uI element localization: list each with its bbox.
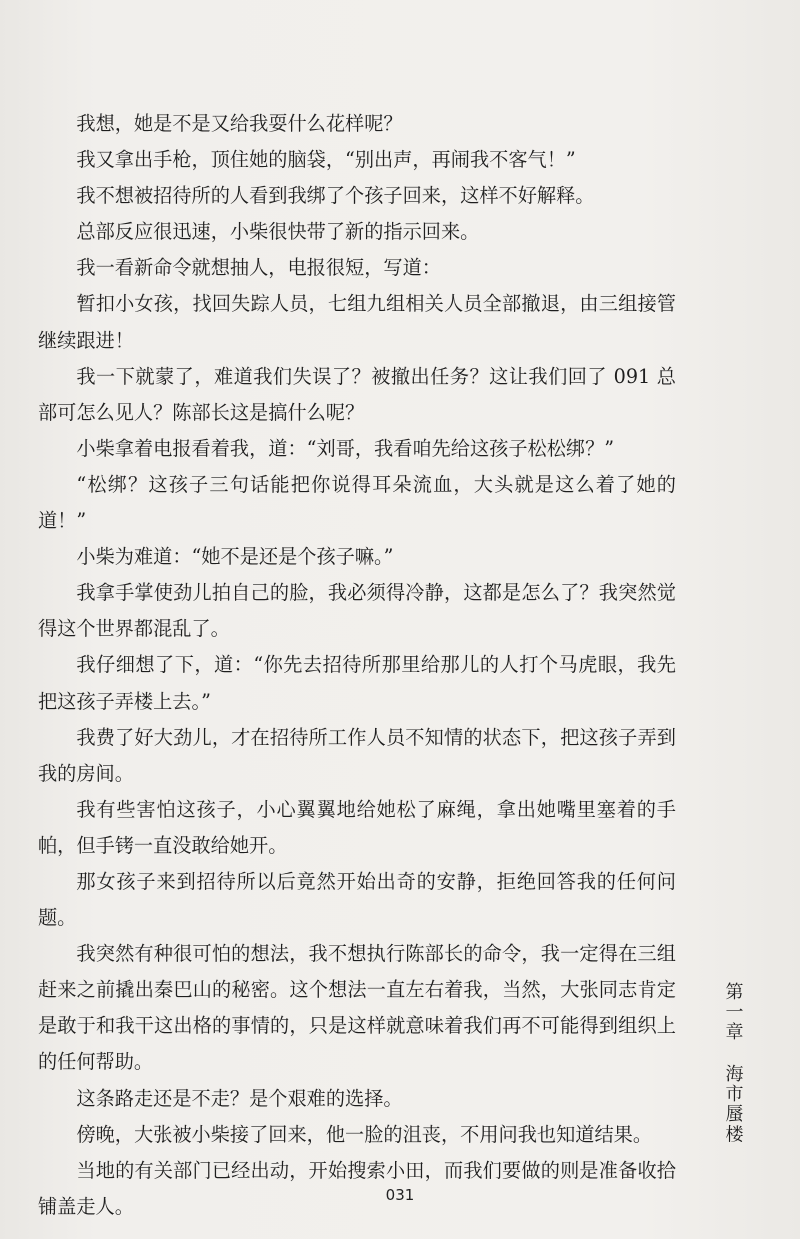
paragraph: 暂扣小女孩，找回失踪人员，七组九组相关人员全部撤退，由三组接管继续跟进！: [38, 292, 676, 352]
paragraph: 这条路走还是不走？是个艰难的选择。: [76, 1086, 403, 1110]
paragraph: 我拿手掌使劲儿拍自己的脸，我必须得冷静，这都是怎么了？我突然觉得这个世界都混乱了。: [38, 581, 676, 641]
paragraph: 我又拿出手枪，顶住她的脑袋，“别出声，再闹我不客气！”: [76, 148, 576, 172]
paragraph: 总部反应很迅速，小柴很快带了新的指示回来。: [76, 220, 480, 244]
body-text: [38, 106, 676, 1225]
chapter-number: 第一章: [722, 982, 744, 1043]
paragraph: 小柴拿着电报看着我，道：“刘哥，我看咱先给这孩子松松绑？”: [76, 436, 615, 460]
paragraph: “松绑？这孩子三句话能把你说得耳朵流血，大头就是这么着了她的道！”: [38, 472, 676, 533]
paragraph: 我仔细想了下，道：“你先去招待所那里给那儿的人打个马虎眼，我先把这孩子弄楼上去。”: [38, 653, 676, 713]
chapter-side-label: [720, 982, 744, 1152]
paragraph: 我突然有种很可怕的想法，我不想执行陈部长的命令，我一定得在三组赶来之前撬出秦巴山的秘密。这个想法一直左右着我，当然，大张同志肯定是敢于和我干这出格的事情的，只是这样就意味着我们再不可能得到组织上的任何帮助。: [38, 942, 676, 1074]
chapter-title: 海市蜃楼: [722, 1063, 744, 1145]
paragraph: 我一看新命令就想抽人，电报很短，写道：: [76, 256, 441, 280]
paragraph: 傍晚，大张被小柴接了回来，他一脸的沮丧，不用问我也知道结果。: [76, 1122, 653, 1146]
paragraph: 我想，她是不是又给我耍什么花样呢？: [76, 112, 403, 135]
paragraph: 当地的有关部门已经出动，开始搜索小田，而我们要做的则是准备收拾铺盖走人。: [38, 1158, 676, 1218]
paragraph: 那女孩子来到招待所以后竟然开始出奇的安静，拒绝回答我的任何问题。: [38, 869, 676, 930]
paragraph: 我不想被招待所的人看到我绑了个孩子回来，这样不好解释。: [76, 184, 595, 208]
paragraph: 我一下就蒙了，难道我们失误了？被撤出任务？这让我们回了 091 总部可怎么见人？陈部长这是搞什么呢？: [38, 364, 676, 424]
paragraph: 我有些害怕这孩子，小心翼翼地给她松了麻绳，拿出她嘴里塞着的手帕，但手铐一直没敢给她开。: [38, 797, 676, 857]
paragraph: 我费了好大劲儿，才在招待所工作人员不知情的状态下，把这孩子弄到我的房间。: [38, 725, 676, 785]
paragraph: 小柴为难道：“她不是还是个孩子嘛。”: [76, 545, 394, 569]
page-number: 031: [385, 1186, 415, 1204]
